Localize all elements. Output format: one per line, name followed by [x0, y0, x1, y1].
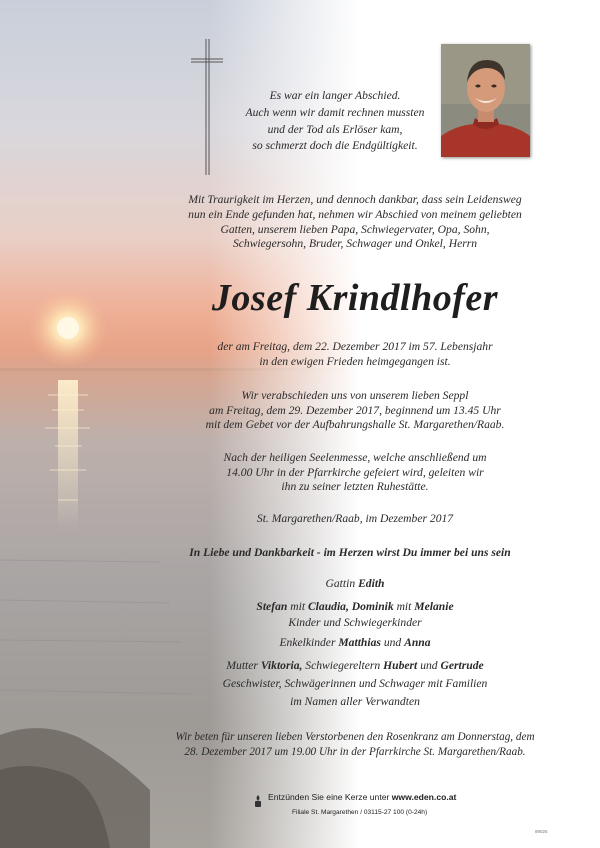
- intro-line: nun ein Ende gefunden hat, nehmen wir Abschied von meinem geliebten: [188, 207, 522, 221]
- inlaws-prefix: Schwiegereltern: [305, 659, 381, 672]
- child-name: Dominik: [351, 600, 394, 613]
- mass-line: ihn zu seiner letzten Ruhestätte.: [281, 480, 429, 494]
- memorial-quote: [230, 88, 440, 155]
- quote-line: und der Tod als Erlöser kam,: [267, 122, 403, 136]
- family-grandchildren: [150, 636, 560, 649]
- intro-line: Mit Traurigkeit im Herzen, und dennoch dankbar, dass sein Leidensweg: [188, 193, 522, 206]
- grandchildren-line: [150, 636, 560, 649]
- mass-line: 14.00 Uhr in der Pfarrkirche gefeiert wird, geleiten wir: [226, 465, 484, 479]
- intro-text: [150, 193, 560, 252]
- family-parents: [150, 657, 560, 711]
- motto: In Liebe und Dankbarkeit - im Herzen wirst Du immer bei uns sein: [189, 546, 511, 559]
- child-name: Stefan: [256, 600, 288, 613]
- intro-line: Schwiegersohn, Bruder, Schwager und Onkel, Herrn: [232, 237, 478, 251]
- parents-line: [150, 657, 560, 675]
- with-word: mit: [290, 600, 306, 613]
- rosary-line: 28. Dezember 2017 um 19.00 Uhr in der Pfarrkirche St. Margarethen/Raab.: [184, 745, 526, 758]
- and-word: und: [383, 636, 402, 649]
- siblings-line: Geschwister, Schwägerinnen und Schwager mit Familien: [222, 677, 488, 690]
- branch-line: [292, 809, 427, 816]
- quote-line: Auch wenn wir damit rechnen mussten: [245, 105, 425, 119]
- mass-text: [150, 451, 560, 495]
- wife-name: Edith: [358, 577, 385, 590]
- and-word: und: [420, 659, 438, 672]
- candle-logo-icon: [252, 794, 264, 808]
- inlaw-name: Hubert: [383, 659, 418, 672]
- children-line: [150, 599, 560, 615]
- partner-name: Claudia,: [307, 600, 349, 613]
- mother-prefix: Mutter: [226, 659, 258, 672]
- family-children: [150, 599, 560, 631]
- wife-line: [150, 577, 560, 590]
- death-notice: [150, 340, 560, 369]
- family-wife: [150, 577, 560, 590]
- mother-name: Viktoria,: [260, 659, 303, 672]
- website-link[interactable]: www.eden.co.at: [391, 792, 457, 802]
- inlaw-name: Gertrude: [440, 659, 484, 672]
- farewell-line: mit dem Gebet vor der Aufbahrungshalle St. Margarethen/Raab.: [205, 418, 505, 432]
- death-notice-line: in den ewigen Frieden heimgegangen ist.: [259, 354, 451, 368]
- place-date: St. Margarethen/Raab, im Dezember 2017: [256, 512, 454, 525]
- deceased-name: Josef Krindlhofer: [211, 277, 499, 319]
- candle-text: Entzünden Sie eine Kerze unter: [268, 792, 390, 802]
- farewell-line: Wir verabschieden uns von unserem lieben Seppl: [241, 389, 469, 402]
- portrait-photo: [441, 44, 530, 157]
- wife-prefix: Gattin: [325, 577, 356, 590]
- children-caption: Kinder und Schwiegerkinder: [288, 616, 422, 629]
- farewell-text: [150, 389, 560, 433]
- rosary-notice: [140, 730, 570, 759]
- mass-line: Nach der heiligen Seelenmesse, welche anschließend um: [223, 451, 487, 464]
- portrait-image: [441, 44, 530, 157]
- candle-line: [268, 792, 456, 802]
- grand-prefix: Enkelkinder: [279, 636, 336, 649]
- with-word: mit: [396, 600, 412, 613]
- partner-name: Melanie: [414, 600, 454, 613]
- branch-name: Filiale St. Margarethen: [292, 809, 359, 816]
- farewell-line: am Freitag, dem 29. Dezember 2017, beginnend um 13.45 Uhr: [209, 403, 501, 417]
- print-code: 89025: [535, 829, 548, 834]
- rosary-line: Wir beten für unseren lieben Verstorbenen den Rosenkranz am Donnerstag, dem: [175, 731, 535, 743]
- intro-line: Gatten, unserem lieben Papa, Schwiegervater, Opa, Sohn,: [220, 222, 490, 236]
- branch-phone: / 03115-27 100 (0-24h): [360, 809, 428, 816]
- grandchild-name: Matthias: [338, 636, 381, 649]
- cross-icon: [189, 37, 225, 177]
- quote-line: so schmerzt doch die Endgültigkeit.: [252, 139, 418, 153]
- relatives-line: im Namen aller Verwandten: [290, 695, 420, 708]
- grandchild-name: Anna: [404, 636, 431, 649]
- quote-line: Es war ein langer Abschied.: [269, 89, 401, 102]
- death-notice-line: der am Freitag, dem 22. Dezember 2017 im 57. Lebensjahr: [217, 340, 493, 353]
